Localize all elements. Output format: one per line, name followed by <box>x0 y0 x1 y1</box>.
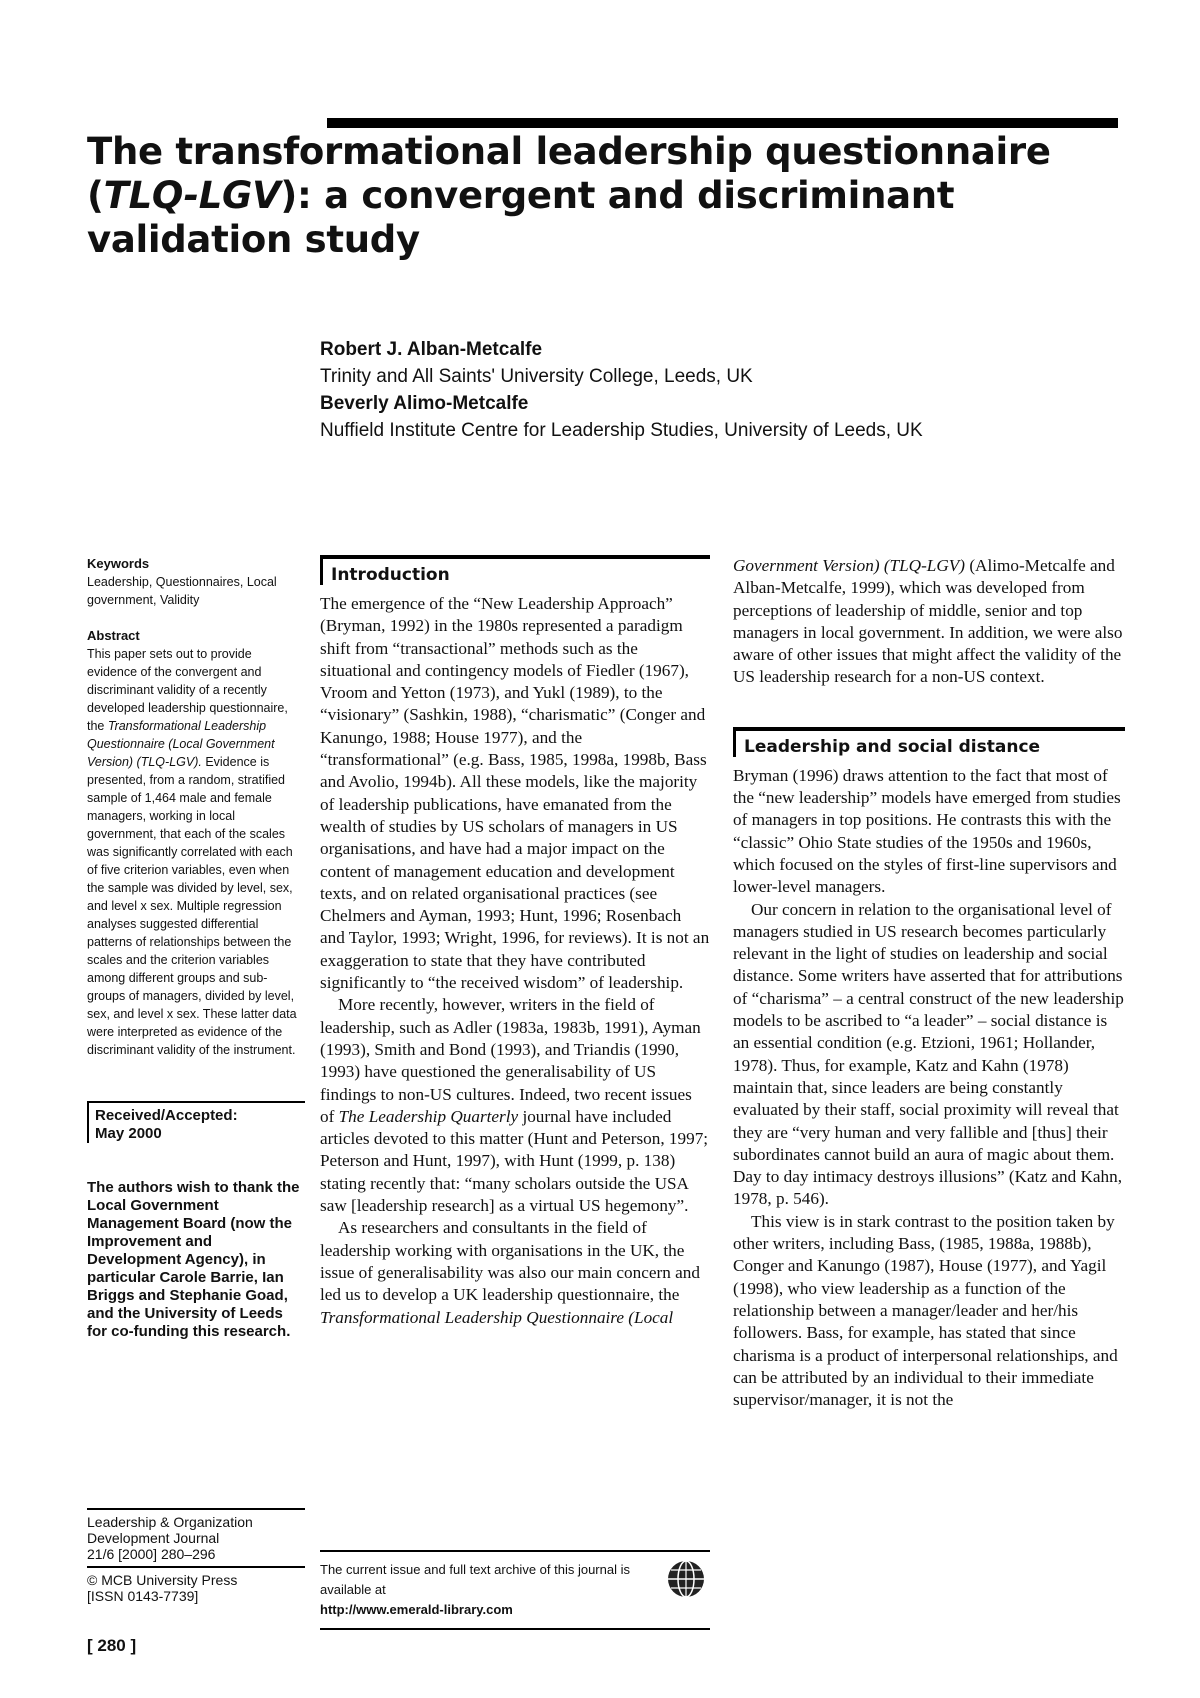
footer-text: The current issue and full text archive of this journal is available at <box>320 1562 630 1597</box>
received-box <box>87 1101 305 1143</box>
author-block <box>320 336 1140 444</box>
keywords-text: Leadership, Questionnaires, Local government, Validity <box>87 575 277 607</box>
section-heading-social-distance: Leadership and social distance <box>733 727 1125 757</box>
author-1-name: Robert J. Alban-Metcalfe <box>320 339 543 360</box>
acknowledgements: The authors wish to thank the Local Government Management Board (now the Improvement and Development Agency), in particular Carole Barrie, Ian Briggs and Stephanie Goad, and the University of Leeds for co-funding this research. <box>87 1179 300 1340</box>
globe-icon <box>666 1559 706 1599</box>
journal-footer <box>320 1550 710 1630</box>
intro-paragraph-1: The emergence of the “New Leadership Approach” (Bryman, 1992) in the 1980s represented a paradigm shift from “transactional” methods such as the situational and contingency models of Fiedler (1967), Vroom and Yetton (1973), and Yukl (1989), to the “visionary” (Sashkin, 1988), “charismatic” (Conger and Kanungo, 1988; House 1977), and the “transformational” (e.g. Bass, 1985, 1998a, 1998b, Bass and Avolio, 1994b). All these models, like the majority of leadership publications, have emanated from the wealth of studies by US scholars of managers in US organisations, and have had a major impact on the content of management education and development texts, and on related organisational practices (see Chelmers and Ayman, 1993; Hunt, 1996; Rosenbach and Taylor, 1993; Wright, 1996, for reviews). It is not an exaggeration to state that they have contributed significantly to “the received wisdom” of leadership. <box>320 594 710 993</box>
section-heading-introduction: Introduction <box>320 555 710 585</box>
footer-url[interactable]: http://www.emerald-library.com <box>320 1602 513 1617</box>
journal-line-3: 21/6 [2000] 280–296 <box>87 1546 216 1562</box>
received-label: Received/Accepted: <box>95 1107 238 1124</box>
abstract-text: This paper sets out to provide evidence of the convergent and discriminant validity of a recently developed leadership questionnaire, the Transformational Leadership Questionnaire (Local Government Version) (TLQ-LGV). Evidence is presented, from a random, stratified sample of 1,464 male and female managers, working in local government, that each of the scales was significantly correlated with each of five criterion variables, even when the sample was divided by level, sex, and level x sex. Multiple regression analyses suggested differential patterns of relationships between the scales and the criterion variables among different groups and sub-groups of managers, divided by level, sex, and level x sex. These latter data were interpreted as evidence of the discriminant validity of the instrument. <box>87 647 297 1057</box>
intro-paragraph-3: As researchers and consultants in the field of leadership working with organisations in the UK, the issue of generalisability was also our main concern and led us to develop a UK leadership questionnaire, the Transformational Leadership Questionnaire (Local <box>320 1218 700 1327</box>
social-paragraph-3: This view is in stark contrast to the position taken by other writers, including Bass, (1985, 1988a, 1988b), Conger and Kanungo (1987), House (1977), and Yagil (1998), who view leadership as a function of the relationship between a manager/leader and her/his followers. Bass, for example, has stated that since charisma is a product of interpersonal relationships, and can be attributed by an individual to their immediate supervisor/manager, it is not the <box>733 1211 1118 1410</box>
column-3 <box>733 555 1125 1411</box>
title-line-2: ): a convergent and discriminant <box>280 174 955 217</box>
author-2-affiliation: Nuffield Institute Centre for Leadership Studies, University of Leeds, UK <box>320 420 923 441</box>
col3-continuation: Government Version) (TLQ-LGV) (Alimo-Metcalfe and Alban-Metcalfe, 1999), which was developed from perceptions of leadership of middle, senior and top managers in local government. In addition, we were also aware of other issues that might affect the validity of the US leadership research for a non-US context. <box>733 556 1123 687</box>
social-paragraph-1: Bryman (1996) draws attention to the fact that most of the “new leadership” models have emerged from studies of managers in top positions. He contrasts this with the “classic” Ohio State studies of the 1950s and 1960s, which focused on the styles of first-line supervisors and lower-level managers. <box>733 765 1121 897</box>
title-rule <box>327 118 1118 128</box>
journal-line-5: [ISSN 0143-7739] <box>87 1588 199 1604</box>
keywords-heading: Keywords <box>87 556 150 571</box>
title-line-3: validation study <box>87 218 420 261</box>
article-title: The transformational leadership questionnaire (TLQ-LGV): a convergent and discriminant validation study <box>87 130 1051 261</box>
sidebar <box>87 555 305 1341</box>
page-number: [ 280 ] <box>87 1636 137 1655</box>
title-line-1: The transformational leadership questionnaire <box>87 130 1051 173</box>
social-paragraph-2: Our concern in relation to the organisational level of managers studied in US research becomes particularly relevant in the light of studies on leadership and social distance. Some writers have asserted that for attributions of “charisma” – a central construct of the new leadership models to be ascribed to “a leader” – social distance is an essential condition (e.g. Etzioni, 1961; Hollander, 1978). Thus, for example, Katz and Kahn (1978) maintain that, since leaders are being constantly evaluated by their staff, social proximity will reveal that they are “very human and very fallible and [thus] their subordinates cannot build an aura of magic about them. Day to day intimacy destroys illusions” (Katz and Kahn, 1978, p. 546). <box>733 899 1124 1209</box>
author-1-affiliation: Trinity and All Saints' University College, Leeds, UK <box>320 366 753 387</box>
title-acronym: TLQ-LGV <box>103 174 281 217</box>
journal-line-2: Development Journal <box>87 1530 220 1546</box>
journal-line-4: © MCB University Press <box>87 1572 238 1588</box>
journal-line-1: Leadership & Organization <box>87 1514 253 1530</box>
received-date: May 2000 <box>95 1125 162 1142</box>
abstract-heading: Abstract <box>87 628 140 643</box>
intro-paragraph-2: More recently, however, writers in the field of leadership, such as Adler (1983a, 1983b, 1991), Ayman (1993), Smith and Bond (1993), and Triandis (1990, 1993) have questioned the generalisability of US findings to non-US cultures. Indeed, two recent issues of The Leadership Quarterly journal have included articles devoted to this matter (Hunt and Peterson, 1997; Peterson and Hunt, 1997), with Hunt (1999, p. 138) stating recently that: “many scholars outside the USA saw [leadership research] as a virtual US hegemony”. <box>320 995 709 1216</box>
author-2-name: Beverly Alimo-Metcalfe <box>320 393 529 414</box>
column-2 <box>320 555 710 1329</box>
journal-info <box>87 1508 305 1604</box>
